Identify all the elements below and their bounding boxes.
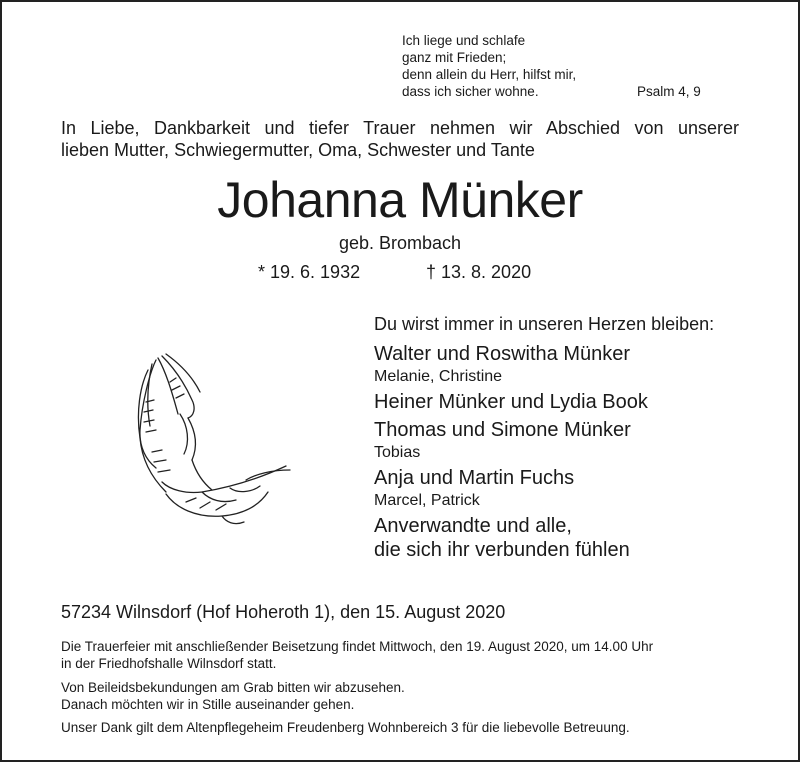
- birth-date: * 19. 6. 1932: [258, 262, 361, 282]
- intro-line: In Liebe, Dankbarkeit und tiefer Trauer nehmen wir Abschied von unserer: [61, 118, 739, 138]
- verse-line: denn allein du Herr, hilfst mir,: [402, 67, 577, 82]
- death-date: † 13. 8. 2020: [426, 262, 532, 282]
- mourner-family: Anverwandte und alle,: [374, 515, 572, 537]
- thanks-note: Unser Dank gilt dem Altenpflegeheim Freudenberg Wohnbereich 3 für die liebevolle Betreuung.: [61, 720, 630, 735]
- praying-hands-icon: [126, 342, 296, 532]
- birth-name: geb. Brombach: [338, 233, 462, 253]
- verse-line: Ich liege und schlafe: [402, 33, 526, 48]
- mourner-family: Heiner Münker und Lydia Book: [374, 391, 648, 413]
- verse-reference: Psalm 4, 9: [637, 84, 701, 99]
- condolence-info: Danach möchten wir in Stille auseinander gehen.: [61, 697, 355, 712]
- verse-line: ganz mit Frieden;: [402, 50, 507, 65]
- verse-line: dass ich sicher wohne.: [402, 84, 539, 99]
- mourner-family: die sich ihr verbunden fühlen: [374, 539, 630, 561]
- place-date: 57234 Wilnsdorf (Hof Hoheroth 1), den 15. August 2020: [61, 602, 506, 622]
- mourner-family: Thomas und Simone Münker: [374, 419, 631, 441]
- mourner-children: Marcel, Patrick: [374, 492, 480, 509]
- intro-line: lieben Mutter, Schwiegermutter, Oma, Schwester und Tante: [61, 140, 535, 160]
- deceased-name: Johanna Münker: [217, 172, 583, 228]
- mourner-children: Melanie, Christine: [374, 368, 503, 385]
- mourner-children: Tobias: [374, 444, 421, 461]
- condolence-info: Von Beileidsbekundungen am Grab bitten wir abzusehen.: [61, 680, 405, 695]
- intro-text: [61, 117, 739, 161]
- mourner-family: Anja und Martin Fuchs: [374, 467, 575, 489]
- mourners-heading: Du wirst immer in unseren Herzen bleiben:: [374, 314, 715, 334]
- bible-verse: [402, 32, 576, 100]
- mourners-list: [374, 342, 648, 562]
- funeral-info: in der Friedhofshalle Wilnsdorf statt.: [61, 656, 277, 671]
- mourner-family: Walter und Roswitha Münker: [374, 343, 631, 365]
- funeral-info: Die Trauerfeier mit anschließender Beisetzung findet Mittwoch, den 19. August 2020, um 14.00 Uhr: [61, 639, 654, 654]
